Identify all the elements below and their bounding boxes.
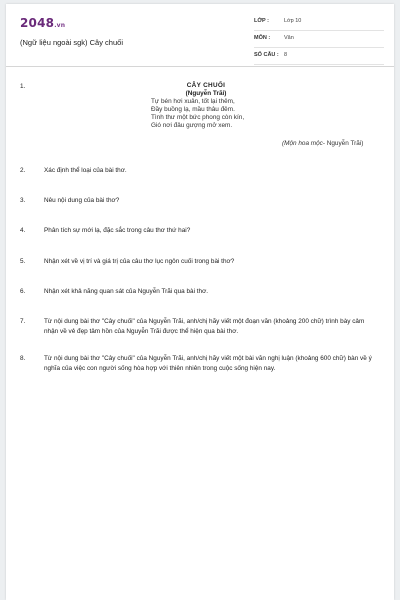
question-text: Từ nội dung bài thơ "Cây chuối" của Nguyễn Trãi, anh/chị hãy viết một đoạn văn (khoảng 200 chữ) trình bày cảm nhận về vẻ đẹp tâm hồn của Nguyễn Trãi được thể hiện qua bài thơ. <box>44 318 365 335</box>
question-number: 3. <box>20 197 26 204</box>
poem-block <box>126 82 376 130</box>
meta-row-subject <box>254 31 384 48</box>
logo-suffix: .vn <box>54 22 66 29</box>
meta-value-subject: Văn <box>284 35 294 41</box>
question-number: 8. <box>20 355 26 362</box>
poem-author: (Nguyễn Trãi) <box>185 90 227 97</box>
meta-key-class: LỚP : <box>254 18 269 24</box>
question-number: 6. <box>20 288 26 295</box>
question-number: 7. <box>20 318 26 325</box>
poem-source-author: - Nguyễn Trãi) <box>322 140 364 147</box>
worksheet-subtitle: (Ngữ liệu ngoài sgk) Cây chuối <box>20 38 123 47</box>
meta-value-class: Lớp 10 <box>284 18 302 24</box>
question-text: Phân tích sự mới lạ, đặc sắc trong câu thơ thứ hai? <box>44 227 191 234</box>
worksheet-header <box>6 4 394 67</box>
question-text: Nhận xét về vị trí và giá trị của câu thơ lục ngôn cuối trong bài thơ? <box>44 258 235 265</box>
question-text: Xác định thể loại của bài thơ. <box>44 167 127 174</box>
meta-value-count: 8 <box>284 52 288 58</box>
poem-line: Gió nơi đâu gượng mở xem. <box>151 122 233 129</box>
poem-source <box>282 140 363 147</box>
poem-line: Tự bén hơi xuân, tốt lại thêm, <box>151 98 235 105</box>
poem-source-work: (Mộn hoa mộc <box>282 140 323 147</box>
question-text: Nhận xét khả năng quan sát của Nguyễn Trãi qua bài thơ. <box>44 288 209 295</box>
question-text: Nêu nội dung của bài thơ? <box>44 197 120 204</box>
poem-line: Tình thư một bức phong còn kín, <box>151 114 245 121</box>
logo-main: 2048 <box>20 16 55 30</box>
worksheet <box>6 4 394 600</box>
meta-row-count <box>254 48 384 65</box>
poem-title: CÂY CHUỐI <box>186 82 226 89</box>
meta-key-count: SỐ CÂU : <box>254 52 279 58</box>
question-number: 5. <box>20 258 26 265</box>
question-number: 2. <box>20 167 26 174</box>
question-number: 1. <box>20 83 26 90</box>
poem-line: Đầy buồng lạ, mầu thâu đêm. <box>151 106 235 113</box>
site-logo[interactable] <box>20 16 65 30</box>
question-number: 4. <box>20 227 26 234</box>
worksheet-meta <box>254 14 384 65</box>
meta-key-subject: MÔN : <box>254 35 271 41</box>
meta-row-class <box>254 14 384 31</box>
question-text: Từ nội dung bài thơ "Cây chuối" của Nguyễn Trãi, anh/chị hãy viết một bài văn nghị luận (khoảng 600 chữ) bàn về ý nghĩa của việc con người sống hòa hợp với thiên nhiên trong cuộc sống hiện nay. <box>44 355 372 372</box>
